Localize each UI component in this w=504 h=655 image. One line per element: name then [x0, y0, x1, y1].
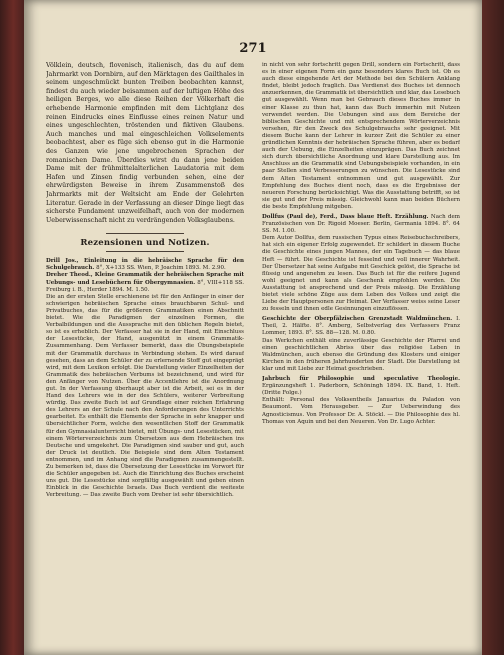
review-body: Das Werkchen enthält eine zuverlässige Geschichte der Pfarrei und einen geschichtlichen Abriss über das religiöse Leben in Waldmünchen, auch ebenso die Gründung des Klosters und einiger Kirchen in den früheren Jahrhunderten der Stadt. Die Darstellung ist klar und mit Liebe zur Heimat geschrieben.	[262, 337, 460, 372]
review-continuation: in nicht von sehr fortschritt gegen Drill, sondern ein Fortschritt, dass es in einer eigenen Form ein ganz besonders klares Buch ist. Ob es auch diese eingehende Art der Methode bei den Schülern Anklang findet, bleibt jedoch fraglich. Das Verdienst des Buches ist dennoch anzuerkennen, die Grammatik ist übersichtlich und klar, das Lesebuch gut ausgewählt. Wenn man bei Gebrauch dieses Buches immer in einer Klasse zu thun hat, kann das Buch immerhin mit Nutzen verwendet werden. Die Uebungen sind aus dem Bereiche der biblischen Geschichte und mit entsprechendem Wörterverzeichnis versehen, für den Zweck des Schulgebrauchs sehr geeignet. Mit diesem Buche kann der Lehrer in kurzer Zeit die Schüler zu einer gründlichen Kenntnis der hebräischen Sprache führen, aber es bedarf auch der Uebung, die Einzelheiten einzuprägen. Das Buch zeichnet sich durch übersichtliche Anordnung und klare Darstellung aus. Im Anschluss an die Grammatik sind Uebungsbeispiele vorhanden, in ein paar Stellen sind Verbesserungen zu wünschen. Die Lesestücke sind dem Alten Testament entnommen und gut ausgewählt. Zur Empfehlung des Buches dient noch, dass es die Ergebnisse der neueren Forschung berücksichtigt. Was die Ausstattung betrifft, so ist sie gut und der Preis mässig. Gleichwohl kann man beiden Büchern die beste Empfehlung mitgeben.	[262, 62, 460, 210]
review-title: Jahrbuch für Philosophie und speculative Theologie.	[262, 376, 460, 383]
review-entry	[262, 214, 460, 235]
review-title: Dreher Theod., Kleine Grammatik der hebräischen Sprache mit Uebungs- und Lesebüchern für Obergymnasien.	[46, 272, 244, 286]
book-page	[24, 0, 482, 655]
review-entry	[262, 376, 460, 397]
review-meta: I. Theil, 2. Hälfte. 8°. Amberg, Selbstverlag des Verfassers Franz Lommer, 1893. 8°. SS. 88—128. M. 0.80.	[262, 316, 460, 337]
review-meta: 8°, X+133 SS. Wien, P. Joachim 1893. M. 2.90.	[96, 265, 226, 272]
review-meta: Nach dem Französischen von Dr. Rigoid Moeser. Berlin, Germania 1894. 8°. 64 SS. M. 1.00.	[262, 213, 460, 235]
review-entry	[46, 258, 244, 272]
section-heading: Rezensionen und Notizen.	[80, 238, 210, 249]
divider-rule	[106, 233, 184, 234]
intro-paragraph: Völklein, deutsch, flovenisch, italienisch, das du auf dem Jahrmarkt von Dornbirn, auf den Märktagen des Gailthales in seinem ungeschmückt bunten Treiben beobachten kannst, findest du auch wieder beisammen auf der luftigen Höhe des heiligen Berges, wo alle diese Reihen der Völkerhaft die erhebende Harmonie empfinden mit dem Lichtglanz des reinen Eindrucks eines Einflusse eines reinen Natur und eines ungeschlechten, tröstenden und fiktiven Glaubens. Auch manches und mal eingeschleichen Volkselements beobachtest, aber es füge sich ebenso gut in die Harmonie des Ganzen wie jene ungebrochenen Sprachen der romanischen Dame. Überdies wirst du dann jene beiden Dame mit der frühmittelalterlichen Laudatoria mit dem Hafen und Zinsen findig verbunden sehen, eine der ehrwürdigsten Beweise in ihrem Zusammenstoß des Jahrmarkts mit der Weltsicht am Ende der Gelehrten Literatur. Gerade in der Verfassung an dieser Dinge liegt das sicherste Fundament unzweifelhaft, auch von der modernen Ueberwissenschaft nicht zu verdrängenden Volksglaubens.	[46, 62, 244, 224]
review-title: Geschichte der Oberpfälzischen Grenzstadt Waldmünchen.	[262, 316, 453, 323]
review-title: Drill Jos., Einleitung in die hebräische Sprache für den Schulgebrauch.	[46, 258, 244, 272]
review-title: Dollfus (Paul de), Ferd., Dass blaue Heft. Erzählung.	[262, 213, 429, 220]
review-body: Dem Autor Dollfus, dem russischen Typus eines Reisebuchschreibers, hat sich ein eigener Erfolg zugewendet. Er schildert in diesem Buche die Geschichte eines jungen Mannes, der ein Tagebuch — das blaue Heft — führt. Die Geschichte ist fesselnd und voll innerer Wahrheit. Der Übersetzer hat seine Aufgabe mit Geschick gelöst, die Sprache ist flüssig und angenehm zu lesen. Das Buch ist für die reifere Jugend wohl geeignet und kann als Geschenk empfohlen werden. Die Ausstattung ist ansprechend und der Preis mässig. Die Erzählung bietet viele schöne Züge aus dem Leben des Volkes und zeigt die Liebe der Hauptpersonen zur Heimat. Der Verfasser weiss seine Leser zu fesseln und ihnen edle Gesinnungen einzuflössen.	[262, 235, 460, 313]
review-body: Die an der ersten Stelle erschienene ist für den Anfänger in einer der schwierigen hebräischen Sprache eines brauchbaren Schul- und Privatbuches, das für die größeren Grammatiken einen Abschnitt bietet. Wie die Paradigmen der einzelnen Formen, die Verbalbildungen und die Aussprache mit den üblichen Regeln bietet, so ist es erheblich. Der Verfasser hat sie in der Hand, mit Einschluss der Lesestücke, der Hand, ausgenützt in einem Grammatik-Zusammenhang. Dem Verfasser bemerkt, dass die Übungsbeispiele mit der Grammatik durchaus in Verbindung stehen. Es wird darauf gesehen, dass an dem Schüler der zu erlernende Stoff gut eingeprägt wird, mit dem Lexikon erfolgt. Die Darstellung vieler Einzelheiten der Grammatik des hebräischen Verbums ist bezeichnend, und wird für den Anfänger von Nutzen. Über die Accentlehre ist die Anordnung gut. In der Verfassung überhaupt aber ist die Arbeit, sei es in der Hand des Lehrers wie in der des Schülers, weiterer Verbreitung würdig. Das zweite Buch ist auf Grundlage einer reichen Erfahrung des Lehrers an der Schule nach den Anforderungen des Unterrichts gearbeitet. Es enthält die Elemente der Sprache in sehr knapper und übersichtlicher Form, welche den wesentlichen Stoff der Grammatik für den Gymnasialunterricht bietet, mit Übungs- und Lesestücken, mit einem Wörterverzeichnis zum Übersetzen aus dem Hebräischen ins Deutsche und umgekehrt. Die Paradigmen sind sauber und gut, auch der Druck ist deutlich. Die Beispiele sind dem Alten Testament entnommen, und im Anhang sind die Paradigmen zusammengestellt. Zu bemerken ist, dass die Übersetzung der Lesestücke im Vorwort für die Schüler angegeben ist. Auch die Einrichtung des Buches erscheint uns gut. Die Lesestücke sind sorgfältig ausgewählt und geben einen Einblick in die Geschichte Israels. Das Buch verdient die weiteste Verbreitung. — Das zweite Buch vom Dreher ist sehr übersichtlich.	[46, 293, 244, 499]
divider-rule	[106, 251, 184, 252]
review-body: Enthält: Personal des Volksentheils Januarius du Paladon von Beaumont. Vom Herausgeber. — Zur Ueberwindung des Agnosticismus. Von Professor Dr. A. Stöckl. — Die Philosophie des hl. Thomas von Aquin und bei den Neueren. Von Dr. Lugo Achter.	[262, 397, 460, 425]
review-meta: 8°, VIII+118 SS. Freiburg i. B., Herder 1894. M. 1.50.	[46, 279, 244, 293]
review-entry	[46, 272, 244, 293]
book-binding-left	[0, 0, 24, 655]
right-column	[262, 62, 460, 650]
book-binding-right	[482, 0, 504, 655]
review-entry	[262, 316, 460, 337]
page-number: 271	[239, 41, 267, 56]
review-meta: Ergänzungsheft 1. Paderborn, Schöningh 1894. IX. Band, 1. Heft. (Dritte Folge.)	[262, 383, 460, 397]
left-column	[46, 62, 244, 650]
